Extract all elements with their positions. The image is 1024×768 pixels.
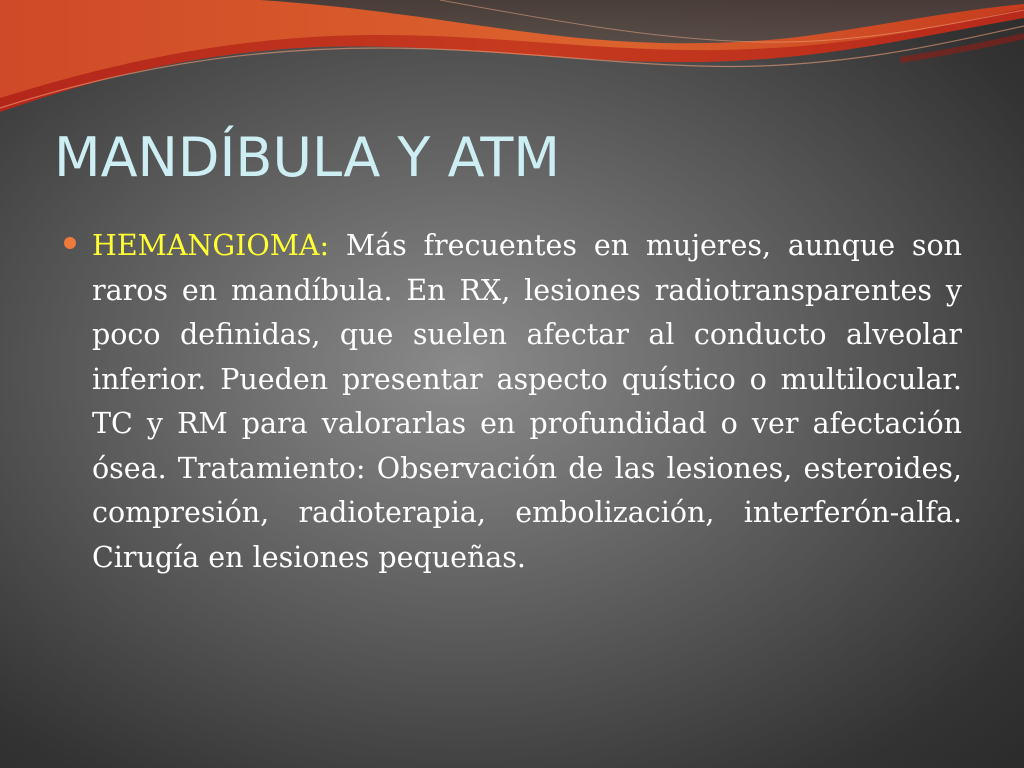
bullet-dot-icon bbox=[64, 237, 76, 249]
bullet-term: HEMANGIOMA: bbox=[92, 229, 330, 262]
header-wave-decoration bbox=[0, 0, 1024, 120]
slide-title: MANDÍBULA Y ATM bbox=[54, 126, 560, 189]
bullet-item bbox=[62, 224, 962, 580]
bullet-body: Más frecuentes en mujeres, aunque son raros en mandíbula. En RX, lesiones radiotransparentes y poco definidas, que suelen afectar al conducto alveolar inferior. Pueden presentar aspecto quístico o multilocular. TC y RM para valorarlas en profundidad o ver afectación ósea. Tratamiento: Observación de las lesiones, esteroides, compresión, radioterapia, embolización, interferón-alfa. Cirugía en lesiones pequeñas. bbox=[92, 229, 962, 574]
slide-content bbox=[62, 224, 962, 580]
bullet-text bbox=[92, 224, 962, 580]
